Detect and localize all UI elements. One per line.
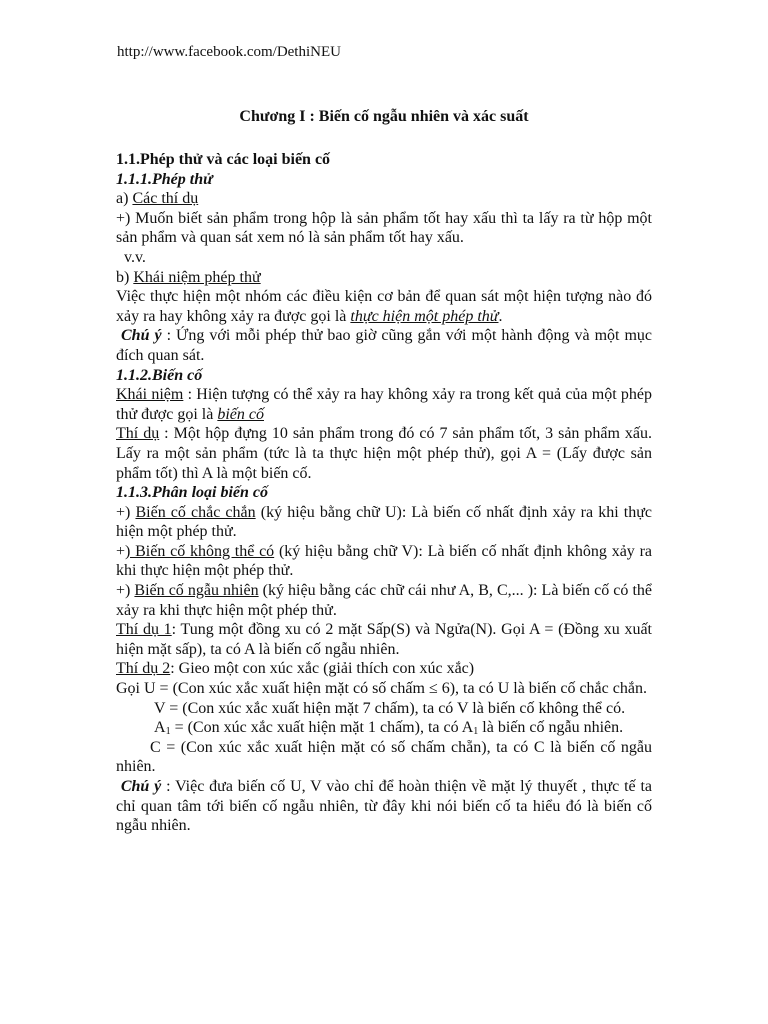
example-2-label: Thí dụ 2 <box>116 660 171 678</box>
item-b-title: Khái niệm phép thử <box>133 268 261 286</box>
impossible-event-term: ) Biến cố không thể có <box>125 542 275 560</box>
example-paragraph: +) Muốn biết sản phẩm trong hộp là sản phẩm tốt hay xấu thì ta lấy ra từ hộp một sản phẩm và quan sát xem nó là sản phẩm tốt hay xấu. <box>116 209 652 247</box>
note-paragraph-1: Chú ý : Ứng với mỗi phép thử bao giờ cũng gắn với một hành động và một mục đích quan sát. <box>116 327 653 364</box>
definition-paragraph: Việc thực hiện một nhóm các điều kiện cơ bản để quan sát một hiện tượng nào đó xảy ra hay không xảy ra được gọi là thực hiện một phép thử. <box>116 288 652 325</box>
chapter-title: Chương I : Biến cố ngẫu nhiên và xác suất <box>239 108 529 125</box>
example-1-label: Thí dụ 1 <box>116 621 172 639</box>
concept-paragraph: Khái niệm : Hiện tượng có thể xảy ra hay không xảy ra trong kết quả của một phép thử được gọi là biến cố <box>116 386 653 423</box>
concept-label: Khái niệm <box>116 386 184 404</box>
note-label: Chú ý <box>121 327 162 345</box>
subsection-heading-1-1-1: 1.1.1.Phép thử <box>116 170 213 188</box>
note-label-2: Chú ý <box>120 778 162 795</box>
random-event-term: Biến cố ngẫu nhiên <box>134 582 259 600</box>
sure-event-paragraph: +) Biến cố chắc chắn (ký hiệu bằng chữ U): Là biến cố nhất định xảy ra khi thực hiện một phép thử. <box>116 503 652 541</box>
v-event-paragraph: V = (Con xúc xắc xuất hiện mặt 7 chấm), ta có V là biến cố không thể có. <box>154 699 626 717</box>
sure-event-term: Biến cố chắc chắn <box>135 503 256 521</box>
definition-term: thực hiện một phép thử <box>350 307 499 325</box>
header-url: http://www.facebook.com/DethiNEU <box>117 44 341 60</box>
document-body <box>116 150 652 836</box>
example-1-paragraph: Thí dụ 1: Tung một đồng xu có 2 mặt Sấp(S) và Ngửa(N). Gọi A = (Đồng xu xuất hiện mặt sấp), ta có A là biến cố ngẫu nhiên. <box>116 621 653 658</box>
concept-term: biến cố <box>217 405 264 423</box>
a1-event-paragraph: $A_1 = (Con$ xúc xắc xuất hiện mặt 1 chấm), ta có $A_1$ là biến cố ngẫu nhiên. <box>154 719 624 738</box>
subsection-heading-1-1-3: 1.1.3.Phân loại biến cố <box>116 484 269 502</box>
example-label: Thí dụ <box>116 425 160 443</box>
impossible-event-paragraph: +) Biến cố không thể có (ký hiệu bằng chữ V): Là biến cố nhất định không xảy ra khi thực hiện một phép thử. <box>116 542 652 580</box>
section-heading-1-1: 1.1.Phép thử và các loại biến cố <box>116 151 331 168</box>
random-event-paragraph: +) Biến cố ngẫu nhiên (ký hiệu bằng các chữ cái như A, B, C,... ): Là biến cố có thể xảy ra khi thực hiện một phép thử. <box>116 582 652 619</box>
example-paragraph-2: Thí dụ : Một hộp đựng 10 sản phẩm trong đó có 7 sản phẩm tốt, 3 sản phẩm xấu. Lấy ra một sản phẩm (tức là ta thực hiện một phép thử), gọi A = (Lấy được sản phẩm tốt) thì A là một biến cố. <box>116 425 653 482</box>
example-2-paragraph: Thí dụ 2: Gieo một con xúc xắc (giải thích con xúc xắc) <box>116 660 475 678</box>
etc-text: v.v. <box>124 248 146 266</box>
item-a-heading: a) Các thí dụ <box>116 190 199 208</box>
subsection-heading-1-1-2: 1.1.2.Biến cố <box>116 366 203 384</box>
note-paragraph-2: Chú ý : Việc đưa biến cố U, V vào chỉ để hoàn thiện về mặt lý thuyết , thực tế ta chỉ quan tâm tới biến cố ngẫu nhiên, từ đây khi nói biến cố ta hiểu đó là biến cố ngẫu nhiên. <box>116 778 652 835</box>
u-event-paragraph: Gọi U = (Con xúc xắc xuất hiện mặt có số chấm ≤ 6), ta có U là biến cố chắc chắn. <box>116 680 647 698</box>
c-event-paragraph: C = (Con xúc xắc xuất hiện mặt có số chấm chẵn), ta có C là biến cố ngẫu nhiên. <box>116 738 652 776</box>
item-a-title: Các thí dụ <box>132 190 199 208</box>
item-b-heading: b) Khái niệm phép thử <box>116 268 261 286</box>
